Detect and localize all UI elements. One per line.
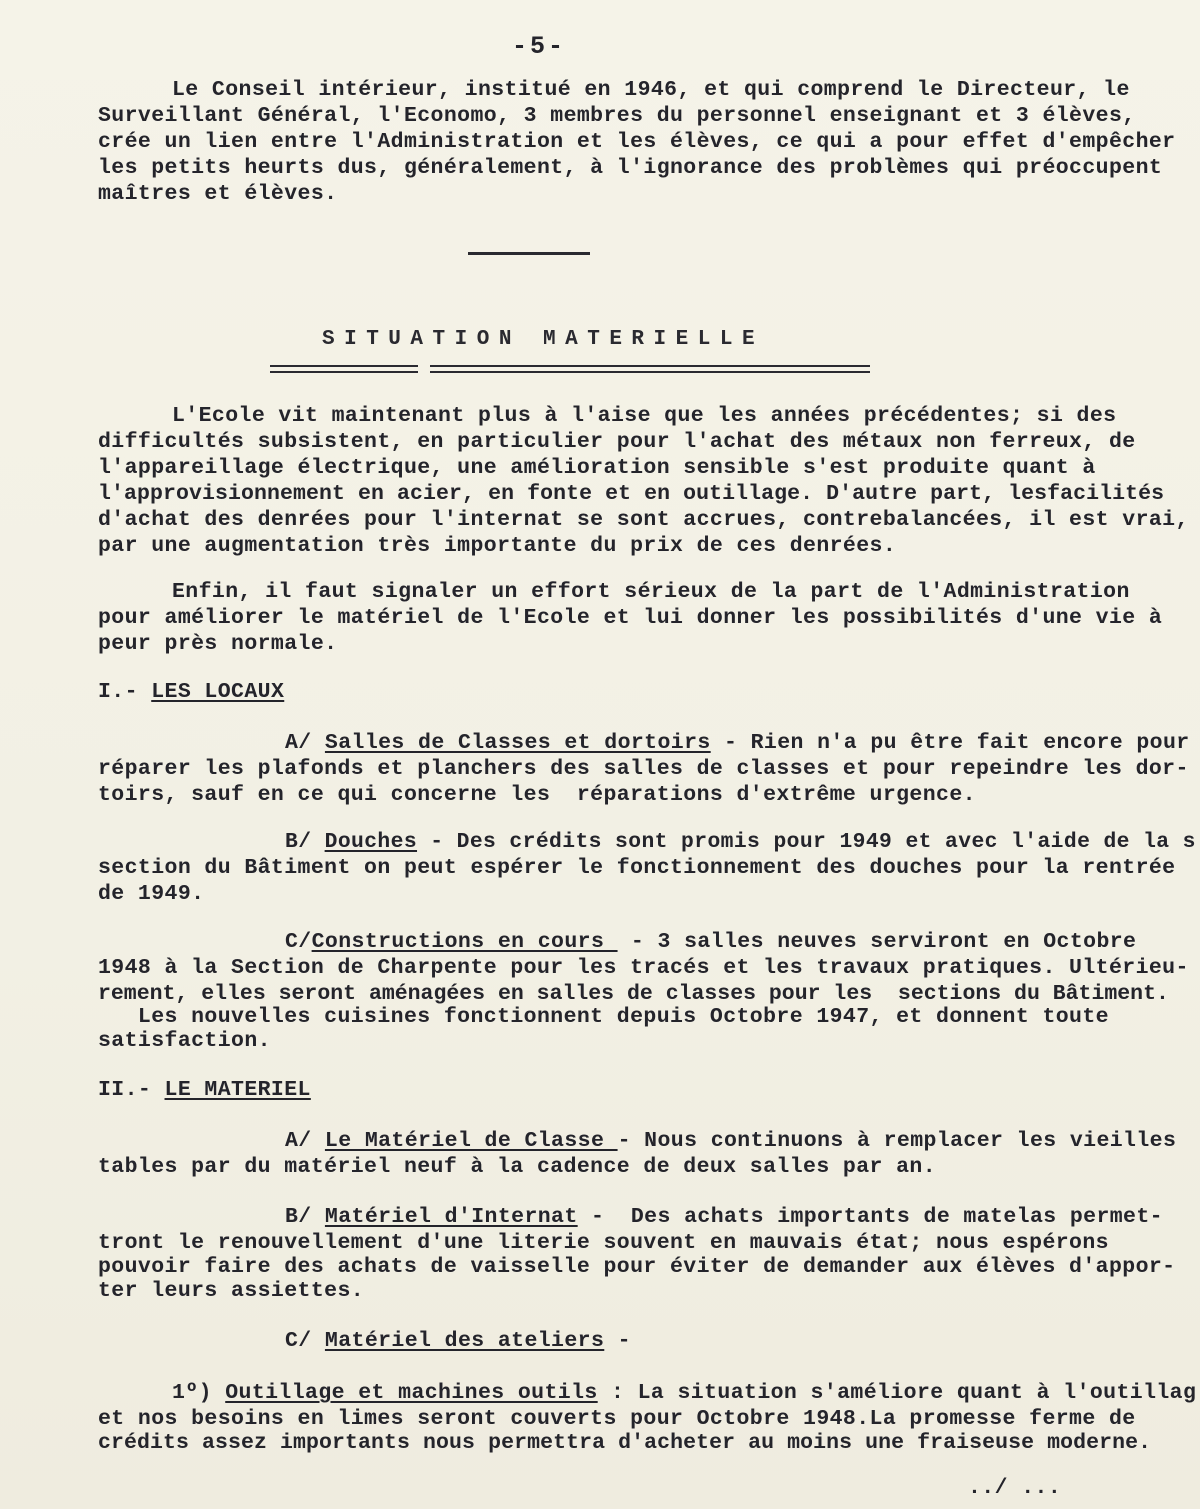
- item-materiel-internat: [285, 1207, 1163, 1229]
- item-mark: C/: [285, 1329, 325, 1353]
- item-a: [285, 733, 1190, 755]
- intro-line: Le Conseil intérieur, institué en 1946, et qui comprend le Directeur, le: [172, 78, 1130, 102]
- paragraph-line: difficultés subsistent, en particulier pour l'achat des métaux non ferreux, de: [98, 430, 1136, 454]
- item-label: Outillage et machines outils: [225, 1381, 598, 1405]
- paragraph-line: tront le renouvellement d'une literie souvent en mauvais état; nous espérons: [98, 1231, 1109, 1255]
- paragraph-line: et nos besoins en limes seront couverts pour Octobre 1948.La promesse ferme de: [98, 1407, 1136, 1431]
- item-text: - Des achats importants de matelas permet-: [577, 1205, 1163, 1229]
- item-text: - Des crédits sont promis pour 1949 et avec l'aide de la s: [417, 830, 1196, 854]
- paragraph-line: rement, elles seront aménagées en salles de classes pour les sections du Bâtiment.: [98, 982, 1169, 1006]
- continuation-mark: ../ ...: [968, 1476, 1062, 1500]
- item-mark: 1º): [172, 1381, 226, 1405]
- heading-locaux: [98, 682, 284, 704]
- paragraph-line: crédits assez importants nous permettra d'acheter au moins une fraiseuse moderne.: [98, 1431, 1152, 1455]
- item-label: Matériel d'Internat: [324, 1205, 578, 1229]
- item-mark: A/: [285, 1129, 325, 1153]
- separator-rule: [468, 252, 590, 255]
- item-text: - Nous continuons à remplacer les vieilles: [617, 1129, 1177, 1153]
- intro-line: crée un lien entre l'Administration et les élèves, ce qui a pour effet d'empêcher: [98, 130, 1176, 154]
- heading-number: II.-: [98, 1078, 165, 1102]
- item-label: Douches: [324, 830, 418, 854]
- title-underline: [430, 371, 870, 373]
- paragraph-line: L'Ecole vit maintenant plus à l'aise que les années précédentes; si des: [172, 404, 1117, 428]
- paragraph-line: pour améliorer le matériel de l'Ecole et lui donner les possibilités d'une vie à: [98, 606, 1163, 630]
- title-underline: [270, 371, 418, 373]
- intro-line: les petits heurts dus, généralement, à l'ignorance des problèmes qui préoccupent: [98, 156, 1163, 180]
- item-b: [285, 832, 1196, 854]
- item-label: Matériel des ateliers: [324, 1329, 605, 1353]
- paragraph-line: toirs, sauf en ce qui concerne les réparations d'extrême urgence.: [98, 783, 976, 807]
- paragraph-line: réparer les plafonds et planchers des salles de classes et pour repeindre les dor-: [98, 757, 1189, 781]
- item-text: - Rien n'a pu être fait encore pour: [710, 731, 1190, 755]
- item-label: Le Matériel de Classe: [324, 1129, 618, 1153]
- item-outillage: [172, 1383, 1196, 1405]
- paragraph-line: Enfin, il faut signaler un effort sérieux de la part de l'Administration: [172, 580, 1130, 604]
- title-underline: [430, 365, 870, 367]
- item-mark: A/: [285, 731, 325, 755]
- paragraph-line: pouvoir faire des achats de vaisselle pour éviter de demander aux élèves d'appor-: [98, 1255, 1176, 1279]
- paragraph-line: satisfaction.: [98, 1029, 271, 1053]
- paragraph-line: peur près normale.: [98, 632, 338, 656]
- heading-number: I.-: [98, 680, 152, 704]
- section-title: SITUATION MATERIELLE: [322, 328, 765, 351]
- item-text: - 3 salles neuves serviront en Octobre: [617, 930, 1137, 954]
- paragraph-line: Les nouvelles cuisines fonctionnent depuis Octobre 1947, et donnent toute: [98, 1005, 1109, 1029]
- item-materiel-classe: [285, 1131, 1176, 1153]
- heading-label: LES LOCAUX: [151, 680, 285, 704]
- item-materiel-ateliers: [285, 1331, 631, 1353]
- paragraph-line: ter leurs assiettes.: [98, 1279, 365, 1303]
- paragraph-line: l'appareillage électrique, une amélioration sensible s'est produite quant à: [98, 456, 1096, 480]
- paragraph-line: 1948 à la Section de Charpente pour les tracés et les travaux pratiques. Ultérieu-: [98, 956, 1189, 980]
- paragraph-line: d'achat des denrées pour l'internat se sont accrues, contrebalancées, il est vrai,: [98, 508, 1189, 532]
- item-label: Salles de Classes et dortoirs: [324, 731, 711, 755]
- intro-line: maîtres et élèves.: [98, 182, 338, 206]
- title-underline: [270, 365, 418, 367]
- heading-label: LE MATERIEL: [164, 1078, 311, 1102]
- paragraph-line: section du Bâtiment on peut espérer le fonctionnement des douches pour la rentrée: [98, 856, 1176, 880]
- item-label: Constructions en cours: [311, 930, 618, 954]
- item-c: [285, 932, 1136, 954]
- item-text: : La situation s'améliore quant à l'outillag: [597, 1381, 1197, 1405]
- item-mark: C/: [285, 930, 312, 954]
- intro-line: Surveillant Général, l'Economo, 3 membres du personnel enseignant et 3 élèves,: [98, 104, 1136, 128]
- item-mark: B/: [285, 830, 325, 854]
- page-number: -5-: [512, 32, 567, 61]
- paragraph-line: de 1949.: [98, 882, 205, 906]
- item-text: -: [604, 1329, 631, 1353]
- paragraph-line: l'approvisionnement en acier, en fonte et en outillage. D'autre part, lesfacilités: [98, 482, 1165, 506]
- item-mark: B/: [285, 1205, 325, 1229]
- paragraph-line: par une augmentation très importante du prix de ces denrées.: [98, 534, 897, 558]
- heading-materiel: [98, 1080, 311, 1102]
- paragraph-line: tables par du matériel neuf à la cadence de deux salles par an.: [98, 1155, 937, 1179]
